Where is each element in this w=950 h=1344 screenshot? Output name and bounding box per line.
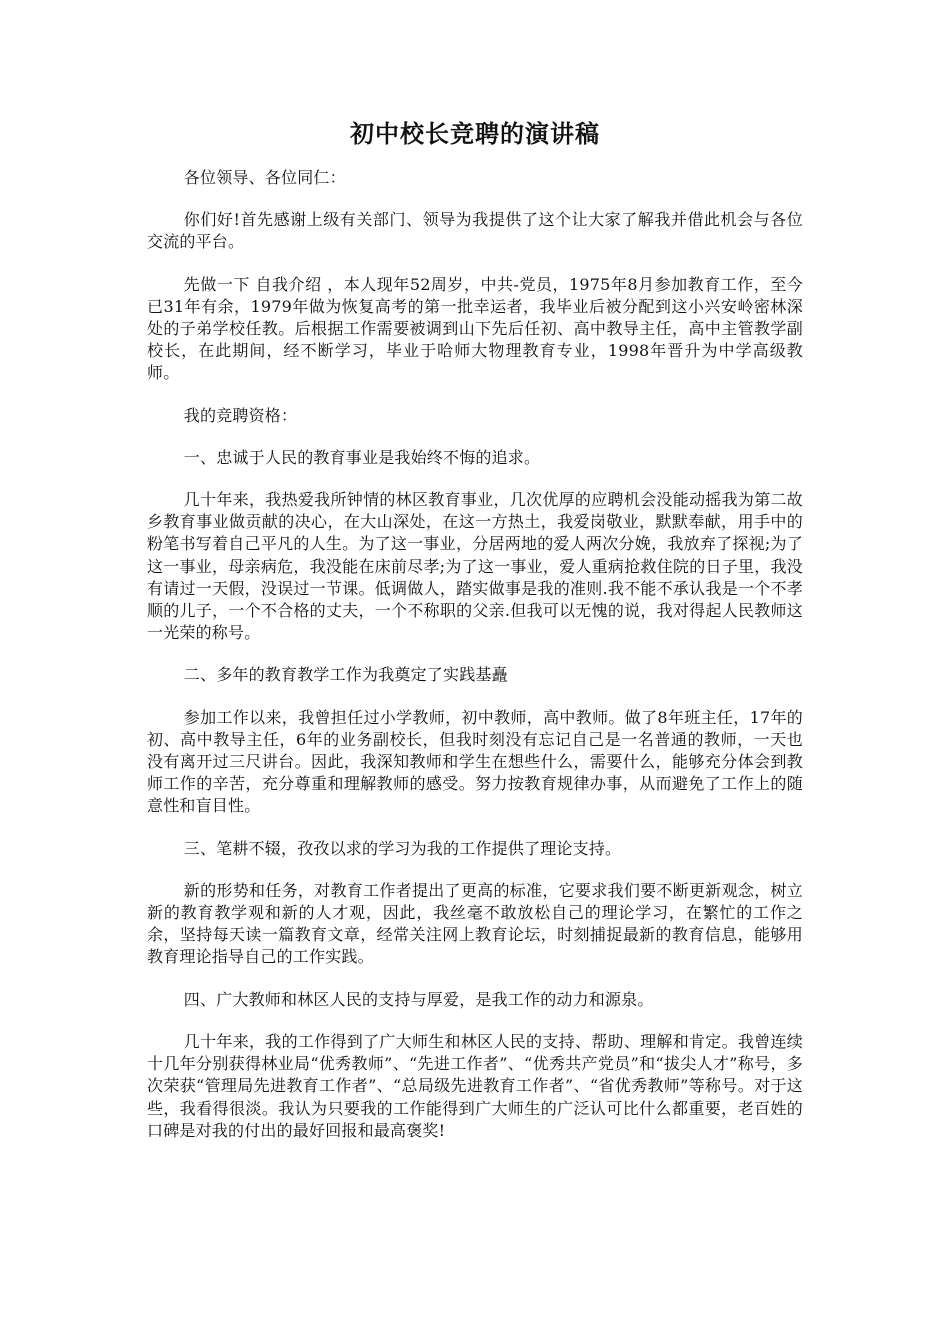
qualifications-heading: 我的竞聘资格： — [183, 405, 298, 425]
salutation: 各位领导、各位同仁： — [183, 168, 346, 187]
section-two-heading: 二、多年的教育教学工作为我奠定了实践基矗 — [183, 665, 508, 685]
document-body — [147, 167, 803, 1162]
section-one-heading: 一、忠诚于人民的教育事业是我始终不悔的追求。 — [183, 447, 541, 467]
section-one-paragraph: 几十年来，我热爱我所钟情的林区教育事业，几次优厚的应聘机会没能动摇我为第二故乡教育事业做贡献的决心，在大山深处，在这一方热土，我爱岗敬业，默默奉献，用手中的粉笔书写着自己平凡的人生。为了这一事业，分居两地的爱人两次分娩，我放弃了探视;为了这一事业，母亲病危，我没能在床前尽孝;为了这一事业，爱人重病抢救住院的日子里，我没有请过一天假，没误过一节课。低调做人，踏实做事是我的准则.我不能不承认我是一个不孝顺的儿子，一个不合格的丈夫，一个不称职的父亲.但我可以无愧的说，我对得起人民教师这一光荣的称号。 — [147, 490, 803, 643]
section-four-paragraph: 几十年来，我的工作得到了广大师生和林区人民的支持、帮助、理解和肯定。我曾连续十几年分别获得林业局“优秀教师”、“先进工作者”、“优秀共产党员”和“拔尖人才”称号，多次荣获“管理局先进教育工作者”、“总局级先进教育工作者”、“省优秀教师”等称号。对于这些，我看得很淡。我认为只要我的工作能得到广大师生的广泛认可比什么都重要，老百姓的口碑是对我的付出的最好回报和最高褒奖! — [147, 1031, 803, 1140]
self-introduction-paragraph: 先做一下 自我介绍 ，本人现年52周岁，中共-党员，1975年8月参加教育工作，至今已31年有余，1979年做为恢复高考的第一批幸运者，我毕业后被分配到这小兴安岭密林深处的子弟学校任教。后根据工作需要被调到山下先后任初、高中教导主任，高中主管教学副校长，在此期间，经不断学习，毕业于哈师大物理教育专业，1998年晋升为中学高级教师。 — [147, 274, 803, 383]
section-three-heading: 三、笔耕不辍，孜孜以求的学习为我的工作提供了理论支持。 — [183, 838, 622, 858]
section-two-paragraph: 参加工作以来，我曾担任过小学教师，初中教师，高中教师。做了8年班主任，17年的初、高中教导主任，6年的业务副校长，但我时刻没有忘记自己是一名普通的教师，一天也没有离开过三尺讲台。因此，我深知教师和学生在想些什么，需要什么，能够充分体会到教师工作的辛苦，充分尊重和理解教师的感受。努力按教育规律办事，从而避免了工作上的随意性和盲目性。 — [147, 707, 803, 816]
document-title: 初中校长竞聘的演讲稿 — [350, 119, 600, 148]
section-four-heading: 四、广大教师和林区人民的支持与厚爱，是我工作的动力和源泉。 — [183, 989, 654, 1009]
section-three-paragraph: 新的形势和任务，对教育工作者提出了更高的标准，它要求我们要不断更新观念，树立新的教育教学观和新的人才观，因此，我丝毫不敢放松自己的理论学习，在繁忙的工作之余，坚持每天读一篇教育文章，经常关注网上教育论坛，时刻捕捉最新的教育信息，能够用教育理论指导自己的工作实践。 — [147, 880, 803, 967]
greeting-paragraph: 你们好!首先感谢上级有关部门、领导为我提供了这个让大家了解我并借此机会与各位交流的平台。 — [147, 210, 803, 252]
